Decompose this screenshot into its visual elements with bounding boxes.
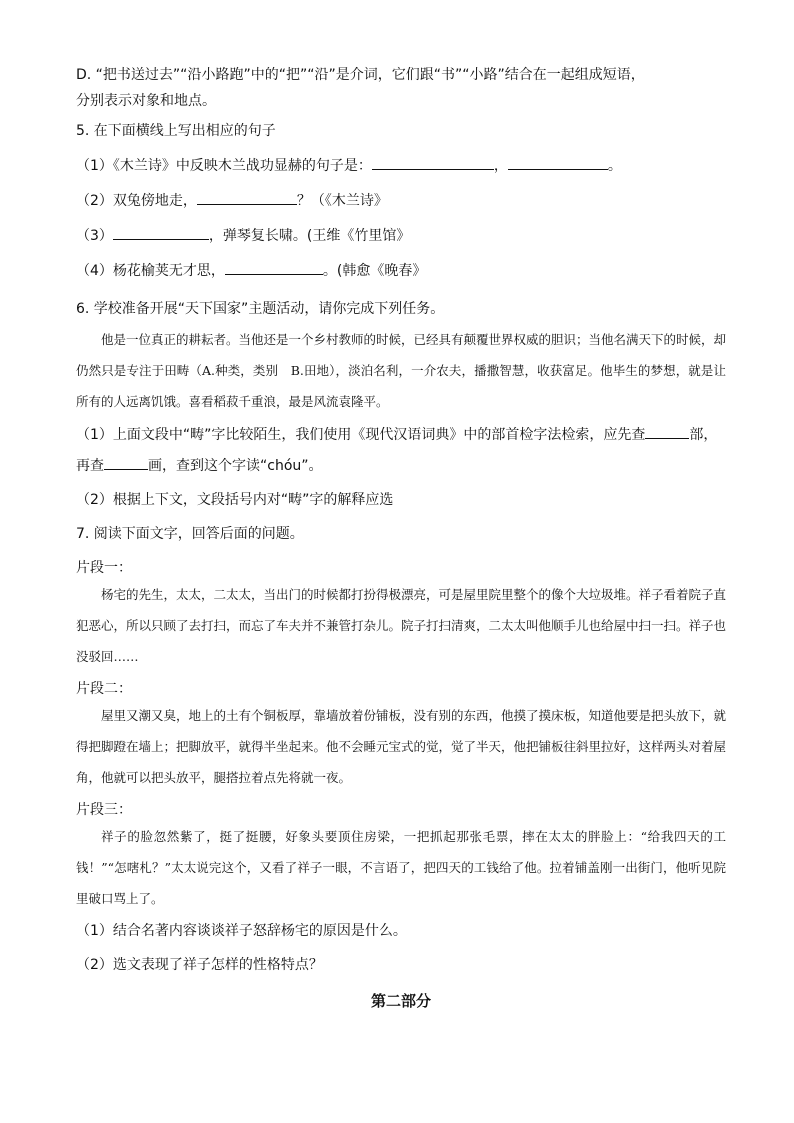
q5-item4-end: 。(韩愈《晚春》 <box>322 263 427 279</box>
q5-item2-prompt: （2）双兔傍地走， <box>76 193 197 209</box>
q5-item3-end: ，弹琴复长啸。(王维《竹里馆》 <box>208 228 411 244</box>
q5-item1-end: 。 <box>607 158 622 174</box>
q5-item1-blank-2[interactable] <box>508 154 608 170</box>
q7-fragment1-text: 杨宅的先生，太太，二太太，当出门的时候都打扮得极漂亮，可是屋里院里整个的像个大垃圾堆。祥子看着院子直犯恶心，所以只顾了去打扫，而忘了车夫并不兼管打杂儿。院子打扫清爽，二太太叫他顺手儿也给屋中扫一扫。祥子也没驳回…… <box>76 587 727 664</box>
q5-title: 5. 在下面横线上写出相应的句子 <box>76 123 276 139</box>
q5-item4-blank[interactable] <box>225 259 323 275</box>
q5-item4 <box>76 259 726 282</box>
q5-item1-comma: ， <box>493 158 508 174</box>
q7-fragment2-text: 屋里又潮又臭，地上的土有个铜板厚，靠墙放着份铺板，没有别的东西，他摸了摸床板，知道他要是把头放下，就得把脚蹬在墙上；把脚放平，就得半坐起来。他不会睡元宝式的觉，觉了半天，他把铺板往斜里拉好，这样两头对着屋角，他就可以把头放平，腿搭拉着点先将就一夜。 <box>76 708 727 785</box>
q6-sub1-prompt: （1）上面文段中“畴”字比较陌生，我们使用《现代汉语词典》中的部首检字法检索，应先查 <box>76 427 646 443</box>
q7-fragment3-text: 祥子的脸忽然紫了，挺了挺腰，好象头要顶住房梁，一把抓起那张毛票，摔在太太的胖脸上：“给我四天的工钱！”“怎嗐札？”太太说完这个，又看了祥子一眼，不言语了，把四天的工钱给了他。拉着铺盖刚一出街门，他听见院里破口骂上了。 <box>76 829 726 906</box>
q5-item4-prompt: （4）杨花榆荚无才思， <box>76 263 225 279</box>
q5-item2-end: ？（《木兰诗》 <box>296 193 388 209</box>
option-d-line2: 分别表示对象和地点。 <box>76 93 216 109</box>
q5-item3 <box>76 224 726 247</box>
q7-title: 7. 阅读下面文字，回答后面的问题。 <box>76 526 304 542</box>
q5-item2-blank[interactable] <box>197 189 297 205</box>
q7-fragment2-label: 片段二： <box>76 681 132 697</box>
q7-sub2: （2）选文表现了祥子怎样的性格特点？ <box>76 957 323 973</box>
q6-title: 6. 学校准备开展“天下国家”主题活动，请你完成下列任务。 <box>76 301 445 317</box>
q6-sub1-radical-blank[interactable] <box>645 423 689 439</box>
q7-fragment3-label: 片段三： <box>76 802 132 818</box>
q5-item1-blank-1[interactable] <box>372 154 494 170</box>
q6-sub1-line1 <box>76 423 726 446</box>
q6-sub1-line2-end: 画，查到这个字读“chóu”。 <box>148 458 323 474</box>
q5-item3-blank[interactable] <box>113 224 209 240</box>
part2-heading: 第二部分 <box>370 992 431 1010</box>
option-d-line1: D. “把书送过去”“沿小路跑”中的“把”“沿”是介词，它们跟“书”“小路”结合在一起组成短语， <box>76 67 645 83</box>
q6-sub2: （2）根据上下文，文段括号内对“畴”字的解释应选 <box>76 492 394 508</box>
q5-item3-prompt: （3） <box>76 228 113 244</box>
q5-item2 <box>76 189 726 212</box>
q6-sub1-stroke-blank[interactable] <box>104 454 148 470</box>
q6-sub1-line1-end: 部， <box>689 427 718 443</box>
q7-sub1: （1）结合名著内容谈谈祥子怒辞杨宅的原因是什么。 <box>76 923 407 939</box>
option-d <box>76 62 726 114</box>
q6-passage: 他是一位真正的耕耘者。当他还是一个乡村教师的时候，已经具有颠覆世界权威的胆识；当他名满天下的时候，却仍然只是专注于田畴（A.种类，类别 B.田地），淡泊名利，一介农夫，播撒智慧，收获富足。他毕生的梦想，就是让所有的人远离饥饿。喜看稻菽千重浪，最是风流袁隆平。 <box>76 332 727 409</box>
q7-fragment1-label: 片段一： <box>76 560 132 576</box>
q5-item1-prompt: （1）《木兰诗》中反映木兰战功显赫的句子是： <box>76 158 372 174</box>
q6-sub1-line2-prompt: 再查 <box>76 458 104 474</box>
q6-sub1-line2 <box>76 454 726 477</box>
exam-page-content <box>76 62 726 1011</box>
q5-item1 <box>76 154 726 177</box>
